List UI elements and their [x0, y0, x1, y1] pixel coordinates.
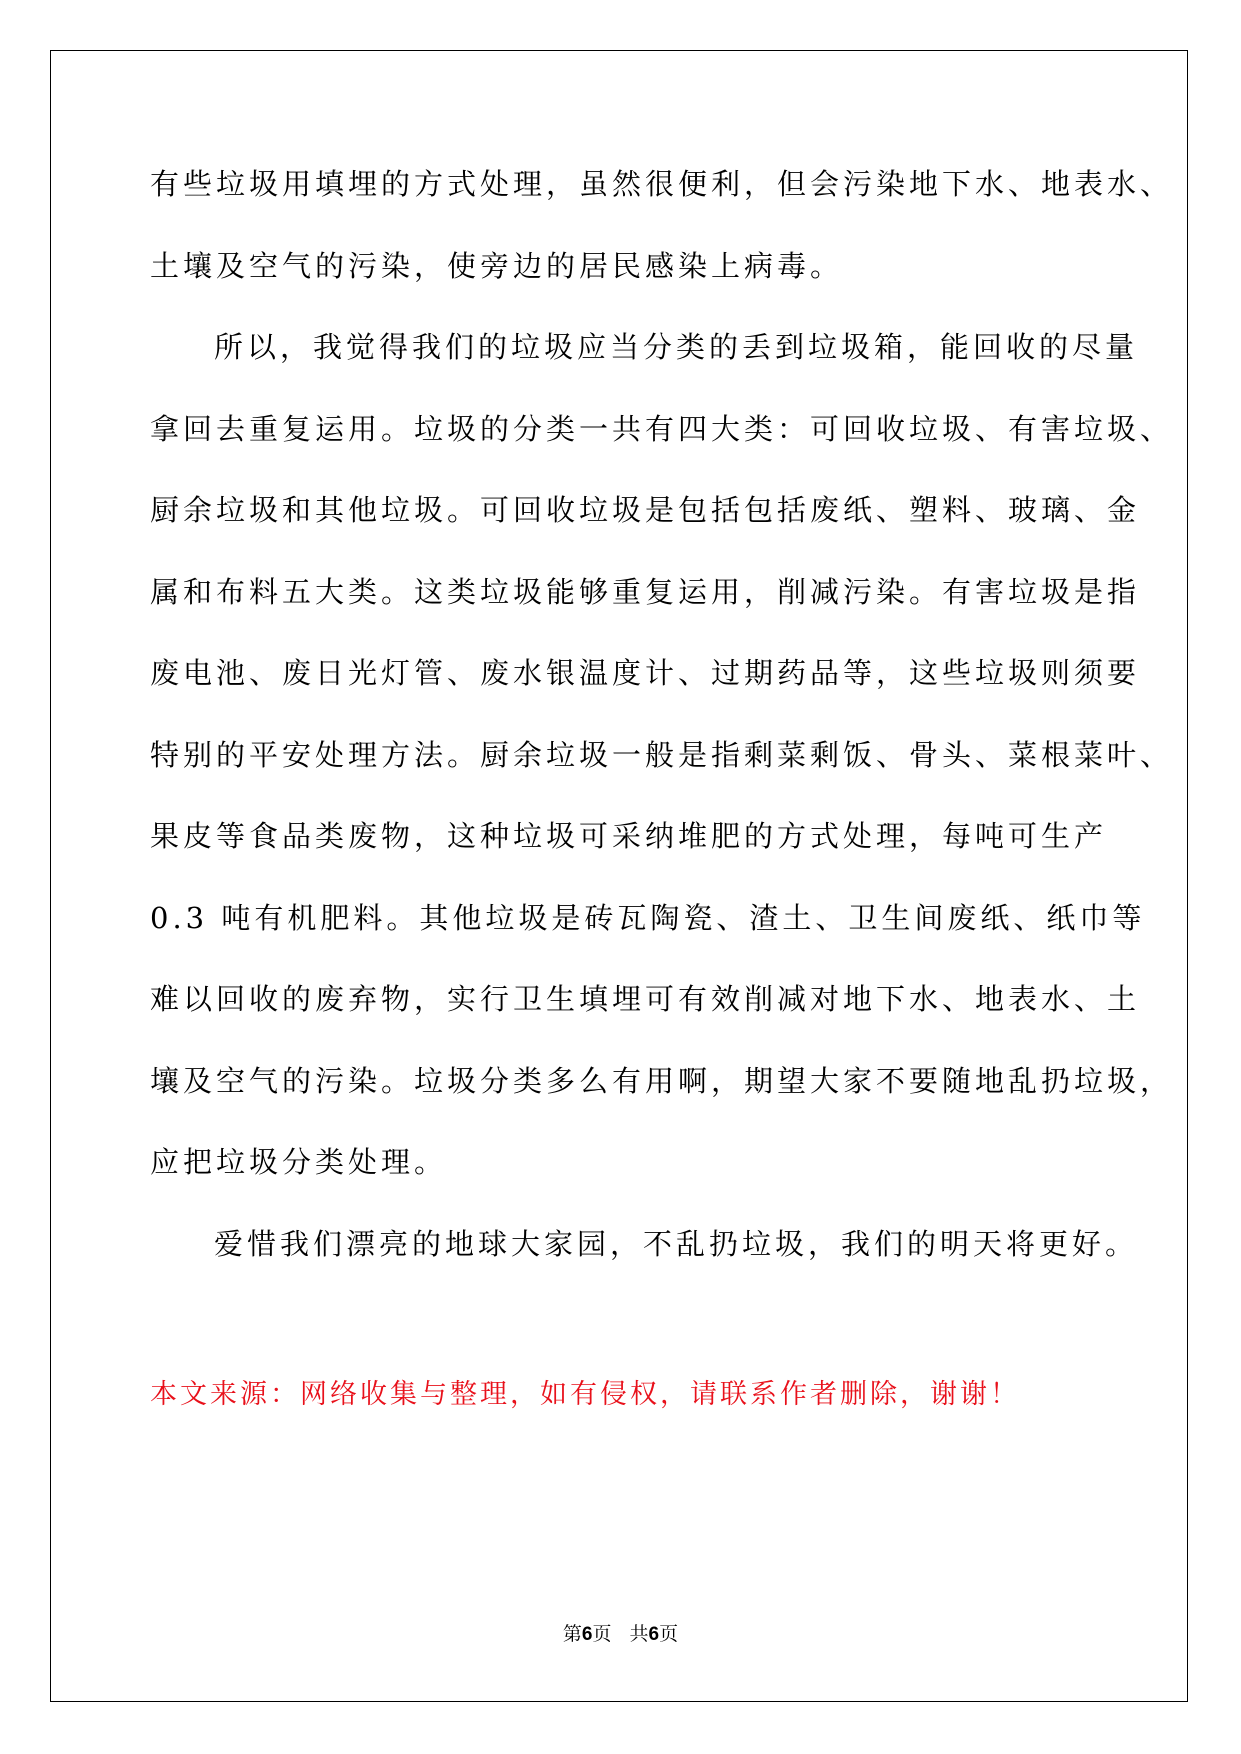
page-number-suffix: 页: [592, 1623, 612, 1645]
paragraph-2-line: 难以回收的废弃物，实行卫生填埋可有效削减对地下水、地表水、土: [150, 982, 1141, 1016]
paragraph-2: [150, 307, 1174, 1204]
document-body: [150, 162, 1174, 1303]
paragraph-1-line: 土壤及空气的污染，使旁边的居民感染上病毒。: [150, 248, 844, 283]
paragraph-2-line: 果皮等食品类废物，这种垃圾可采纳堆肥的方式处理，每吨可生产: [150, 819, 1108, 853]
paragraph-1: [150, 144, 1174, 307]
page-number: 6: [581, 1624, 593, 1645]
paragraph-2-line: 拿回去重复运用。垃圾的分类一共有四大类：可回收垃圾、有害垃圾、: [150, 411, 1174, 446]
paragraph-2-line: 0.3 吨有机肥料。其他垃圾是砖瓦陶瓷、渣土、卫生间废纸、纸巾等: [150, 900, 1146, 935]
paragraph-2-line: 应把垃圾分类处理。: [150, 1145, 448, 1179]
paragraph-2-line: 所以，我觉得我们的垃圾应当分类的丢到垃圾箱，能回收的尽量: [214, 330, 1139, 364]
paragraph-2-line: 特别的平安处理方法。厨余垃圾一般是指剩菜剩饭、骨头、菜根菜叶、: [150, 737, 1174, 772]
total-pages-prefix: 共: [629, 1623, 649, 1645]
paragraph-2-line: 壤及空气的污染。垃圾分类多么有用啊，期望大家不要随地乱扔垃圾，: [150, 1063, 1174, 1098]
page-footer: [0, 1619, 1241, 1646]
paragraph-3-line: 爱惜我们漂亮的地球大家园，不乱扔垃圾，我们的明天将更好。: [214, 1226, 1139, 1261]
paragraph-1-line: 有些垃圾用填埋的方式处理，虽然很便利，但会污染地下水、地表水、: [150, 167, 1174, 201]
paragraph-2-line: 厨余垃圾和其他垃圾。可回收垃圾是包括包括废纸、塑料、玻璃、金: [150, 493, 1141, 527]
total-pages-suffix: 页: [659, 1623, 679, 1645]
paragraph-2-line: 废电池、废日光灯管、废水银温度计、过期药品等，这些垃圾则须要: [150, 656, 1141, 690]
paragraph-3: [150, 1204, 1139, 1286]
paragraph-2-line: 属和布料五大类。这类垃圾能够重复运用，削减污染。有害垃圾是指: [150, 574, 1141, 609]
page-number-prefix: 第: [562, 1623, 582, 1645]
total-pages: 6: [648, 1624, 660, 1645]
source-note: 本文来源：网络收集与整理，如有侵权，请联系作者删除，谢谢！: [150, 1379, 1020, 1410]
